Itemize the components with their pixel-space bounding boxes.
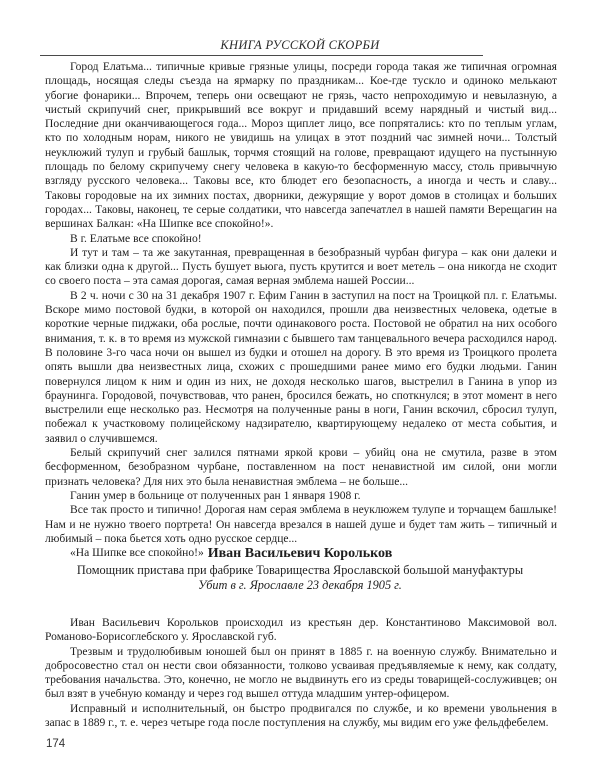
paragraph: Ганин умер в больнице от полученных ран 1 января 1908 г. <box>70 489 361 502</box>
entry-position: Помощник пристава при фабрике Товарищества Ярославской большой мануфактуры <box>76 563 524 577</box>
paragraph: В 2 ч. ночи с 30 на 31 декабря 1907 г. Ефим Ганин в заступил на пост на Троицкой пл. г. Елатьмы. Вскоре мимо постовой будки, в которой он находился, прошли два неизвестных человека, одетые в короткие черные пиджаки, оба рослые, почти одинакового роста. Постовой не обратил на них особого внимания, т. к. в то время из мужской гимназии с бывшего там танцевального вечера расходился народ. В половине 3-го часа ночи он вышел из будки и отошел на дорогу. В это время из Троицкого пролета опять вышли два неизвестных лица, схожих с прошедшими ранее мимо его будки людьми. Ганин повернулся лицом к ним и один из них, не доходя несколько шагов, выстрелил в Ганина в упор из браунинга. Городовой, почувствовав, что ранен, бросился бежать, но споткнулся; в этот момент в него выстрелили еще несколько раз. Несмотря на полученные раны в ноги, Ганин вскочил, сбросил тулуп, побежал к участковому полицейскому надзирателю, квартирующему недалеко от места события, и заявил о случившемся. <box>45 289 557 445</box>
paragraph: Белый скрипучий снег залился пятнами яркой крови – убийц она не смутила, разве в этом бесформенном, безобразном чурбане, поставленном на пост ненавистной им силой, они могли признать человека? Для них это была ненавистная эмблема – не больше... <box>45 447 557 488</box>
paragraph: Трезвым и трудолюбивым юношей был он принят в 1885 г. на военную службу. Внимательно и добросовестно стал он нести свои обязанности, толково усваивая предъявляемые к нему, как солдату, требования начальства. Это, конечно, не могло не выдвинуть его из среды товарищей-сослуживцев; он был взят в учебную команду и через год вышел оттуда младшим унтер-офицером. <box>45 645 557 701</box>
paragraph: Все так просто и типично! Дорогая нам серая эмблема в неуклюжем тулупе и торчащем башлыке! Нам и не нужно твоего портрета! Он навсегда врезался в нашей душе и будет там жить – типичный и любимый – пока бьется хоть одно русское сердце... <box>45 504 557 545</box>
paragraph: Исправный и исполнительный, он быстро продвигался по службе, и ко времени увольнения в запас в 1889 г., т. е. через четыре года после поступления на службу, мы видим его уже фельдфебелем. <box>45 702 557 730</box>
page-number: 174 <box>46 738 66 750</box>
entry-name: Иван Васильевич Корольков <box>207 546 393 561</box>
paragraph: Город Елатьма... типичные кривые грязные улицы, посреди города такая же типичная огромная площадь, носящая следы съезда на ярмарку по праздникам... Кое-где тускло и одиноко мелькают убогие фонарики... Впрочем, теперь они освещают не грязь, часто непроходимую и невылазную, а чистый скрипучий снег, прикрывший все вокруг и придавший всему нарядный и чистый вид... Последние дни оканчивающегося года... Мороз щиплет лицо, все попрятались: кто по теплым углам, кто по холодным норам, никого не увидишь на улицах в этот поздний час зимней ночи... Толстый неуклюжий тулуп и грубый башлык, торчмя стоящий на голове, превращают идущего на пустынную площадь по белому скрипучему снегу человека в какую-то бесформенную массу, столь привычную взгляду русского человека... Таковы все, кто блюдет его безопасность, а иногда и честь и славу... Таковы городовые на их зимних постах, дворники, дежурящие у ворот домов в столицах и больших городах... Таковы, наконец, те серые солдатики, что навсегда запечатлел в нашей памяти Верещагин на вершинах Балкан: «На Шипке все спокойно!». <box>45 61 557 231</box>
story-text-block <box>45 60 557 560</box>
paragraph: Иван Васильевич Корольков происходил из крестьян дер. Константиново Максимовой вол. Романово-Борисоглебского у. Ярославской губ. <box>45 617 557 644</box>
paragraph: И тут и там – та же закутанная, превращенная в безобразный чурбан фигура – как они далеки и как близки одна к другой... Пусть бушует вьюга, пусть крутится и воет метель – она никогда не сходит со своего поста – эта самая дорогая, самая верная эмблема нашей России... <box>45 246 557 288</box>
entry-killed-note: Убит в г. Ярославле 23 декабря 1905 г. <box>198 578 402 592</box>
biography-text-block <box>45 616 557 730</box>
entry-heading <box>0 545 600 593</box>
header-rule <box>40 55 483 56</box>
paragraph: В г. Елатьме все спокойно! <box>70 232 202 245</box>
paragraph: «На Шипке все спокойно!» <box>70 547 204 560</box>
running-head-title: КНИГА РУССКОЙ СКОРБИ <box>220 38 380 52</box>
